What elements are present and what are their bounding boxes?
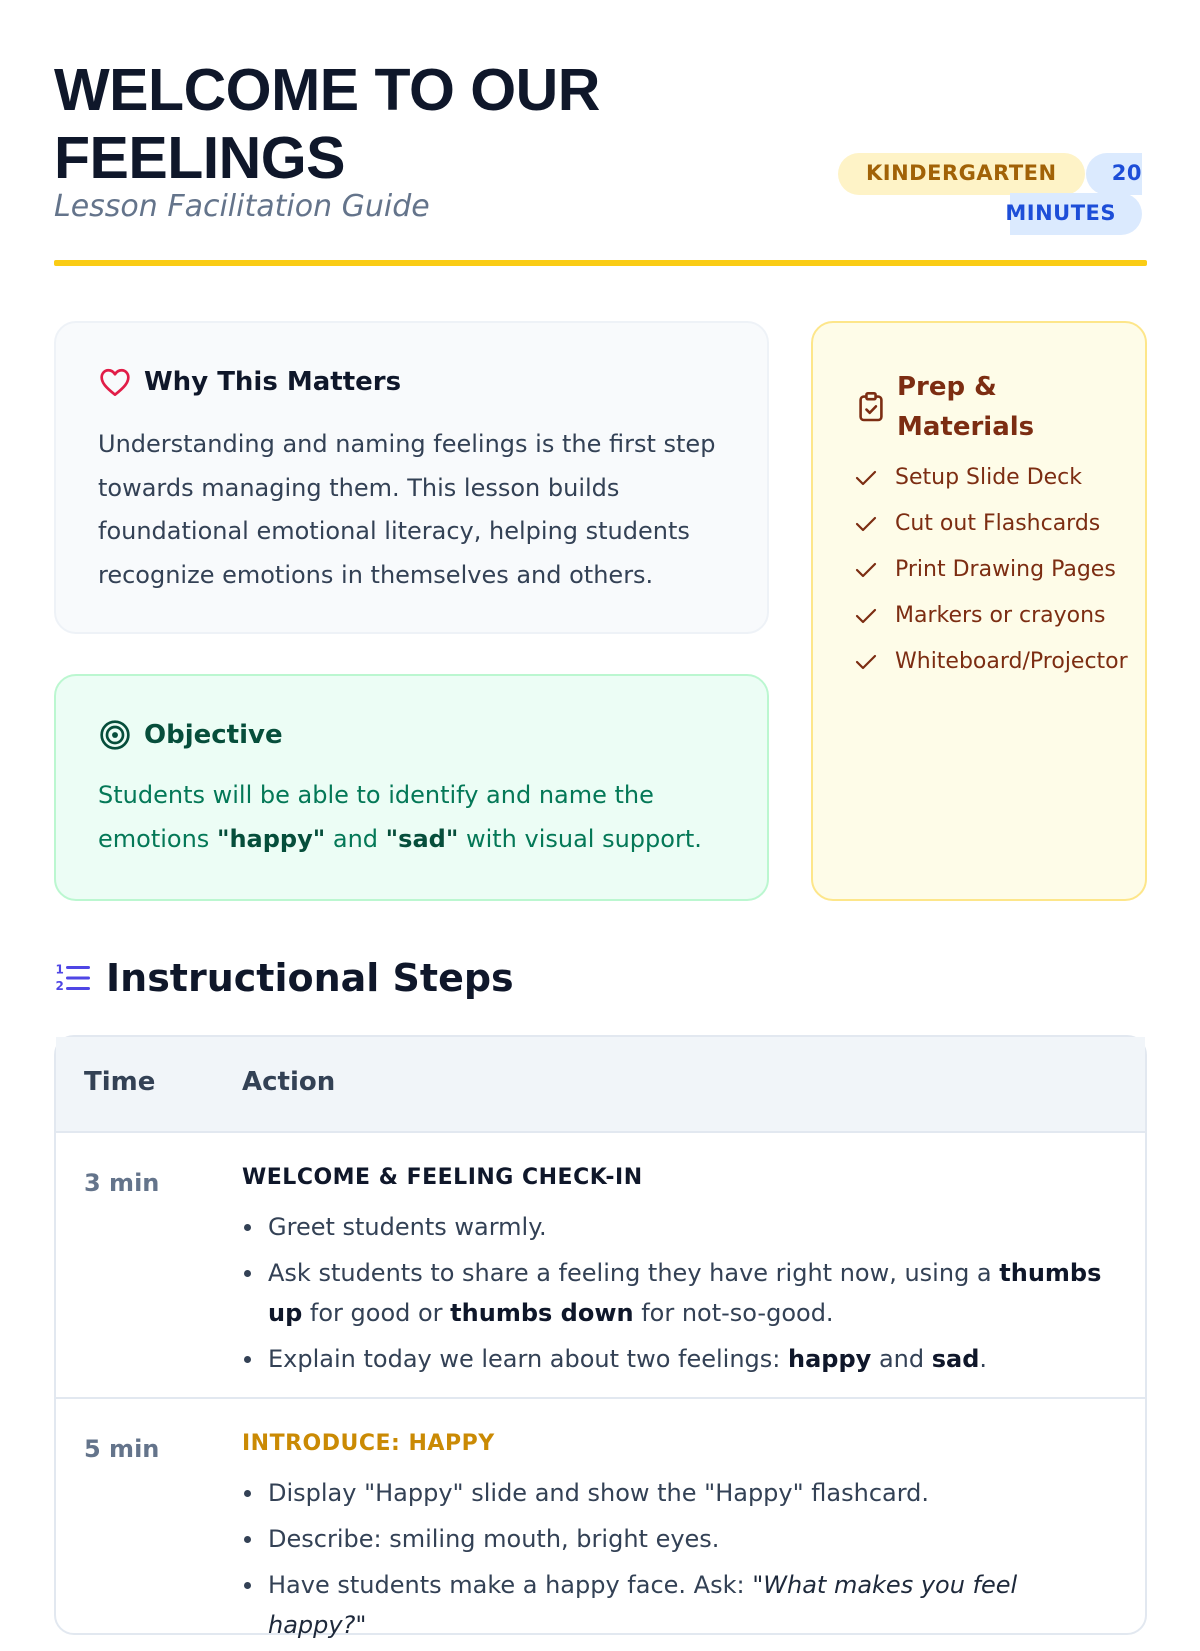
bullet-text: . (979, 1345, 988, 1373)
svg-text:2: 2 (55, 979, 64, 993)
step-bullet (268, 1339, 1118, 1379)
table-header (56, 1037, 1145, 1133)
grade-badge: KINDERGARTEN (838, 153, 1085, 195)
step-bullet (268, 1473, 1118, 1513)
step-bullets (268, 1473, 1118, 1651)
materials-item-label: Markers or crayons (895, 603, 1106, 628)
bullet-text: Ask students to share a feeling they have right now, using a (268, 1259, 1000, 1287)
steps-section-header (54, 956, 514, 1000)
objective-text: Students will be able to identify and name the emotions (98, 781, 654, 853)
table-row (56, 1401, 1145, 1641)
bullet-quote: "What makes you feel happy?" (268, 1571, 1018, 1639)
materials-item (855, 553, 1135, 587)
step-time: 5 min (84, 1435, 160, 1463)
duration-badge (1005, 153, 1142, 235)
step-bullets (268, 1207, 1118, 1385)
objective-text: with visual support. (458, 824, 702, 853)
objective-emphasis-happy: "happy" (216, 824, 326, 853)
bullet-text: Explain today we learn about two feelings: (268, 1345, 789, 1373)
prep-card-header (855, 367, 1057, 447)
title-line-2: FEELINGS (54, 125, 346, 191)
objective-text: and (325, 824, 386, 853)
objective-card-title: Objective (144, 720, 283, 750)
table-row (56, 1135, 1145, 1399)
svg-text:1: 1 (55, 962, 64, 977)
header-divider (54, 260, 1147, 266)
page-title (54, 56, 814, 192)
check-icon (855, 599, 881, 633)
bullet-text: for good or (302, 1299, 451, 1327)
materials-item (855, 507, 1135, 541)
why-this-matters-card (54, 321, 769, 634)
why-card-header (98, 365, 401, 399)
check-icon (855, 461, 881, 495)
objective-card-body (98, 774, 738, 861)
step-title: WELCOME & FEELING CHECK-IN (242, 1165, 643, 1190)
bullet-text: Display "Happy" slide and show the "Happy" flashcard. (268, 1479, 930, 1507)
bullet-text: Have students make a happy face. Ask: (268, 1571, 753, 1599)
materials-item (855, 599, 1135, 633)
lesson-guide-page (54, 0, 1147, 1639)
step-title: INTRODUCE: HAPPY (242, 1431, 495, 1456)
materials-list (855, 461, 1135, 691)
column-header-time: Time (84, 1067, 156, 1097)
why-card-body: Understanding and naming feelings is the first step towards managing them. This lesson builds foundational emotional literacy, helping students recognize emotions in themselves and others. (98, 430, 716, 589)
numbered-list-icon (54, 960, 90, 996)
why-card-title: Why This Matters (144, 367, 402, 397)
check-icon (855, 553, 881, 587)
materials-item (855, 461, 1135, 495)
bullet-emphasis: thumbs up (268, 1259, 1102, 1327)
check-icon (855, 507, 881, 541)
materials-item-label: Setup Slide Deck (895, 465, 1083, 490)
objective-card (54, 674, 769, 901)
bullet-emphasis: thumbs down (450, 1299, 634, 1327)
step-bullet (268, 1253, 1118, 1333)
step-bullet (268, 1207, 1118, 1247)
check-icon (855, 645, 881, 679)
duration-badge-unit: MINUTES (1005, 201, 1116, 225)
duration-badge-number: 20 (1111, 161, 1142, 185)
bullet-text: and (871, 1345, 932, 1373)
steps-section-title: Instructional Steps (106, 956, 514, 1000)
bullet-text: Describe: smiling mouth, bright eyes. (268, 1525, 720, 1553)
target-icon (98, 718, 132, 752)
steps-table (54, 1035, 1147, 1639)
step-time: 3 min (84, 1169, 160, 1197)
materials-item-label: Cut out Flashcards (895, 511, 1101, 536)
step-bullet (268, 1565, 1118, 1645)
objective-emphasis-sad: "sad" (385, 824, 459, 853)
materials-item-label: Whiteboard/Projector (895, 649, 1128, 674)
page-subtitle: Lesson Facilitation Guide (54, 189, 430, 224)
materials-item (855, 645, 1135, 679)
bullet-text: Greet students warmly. (268, 1213, 547, 1241)
prep-materials-card (811, 321, 1147, 901)
prep-card-title: Prep & Materials (897, 372, 1035, 442)
clipboard-check-icon (855, 390, 887, 424)
bullet-emphasis: sad (931, 1345, 980, 1373)
title-line-1: WELCOME TO OUR (54, 57, 600, 123)
materials-item-label: Print Drawing Pages (895, 557, 1116, 582)
objective-card-header (98, 718, 283, 752)
page-header (54, 56, 1147, 268)
step-bullet (268, 1519, 1118, 1559)
bullet-text: for not-so-good. (633, 1299, 834, 1327)
column-header-action: Action (242, 1067, 336, 1097)
bullet-emphasis: happy (788, 1345, 872, 1373)
heart-icon (98, 365, 132, 399)
